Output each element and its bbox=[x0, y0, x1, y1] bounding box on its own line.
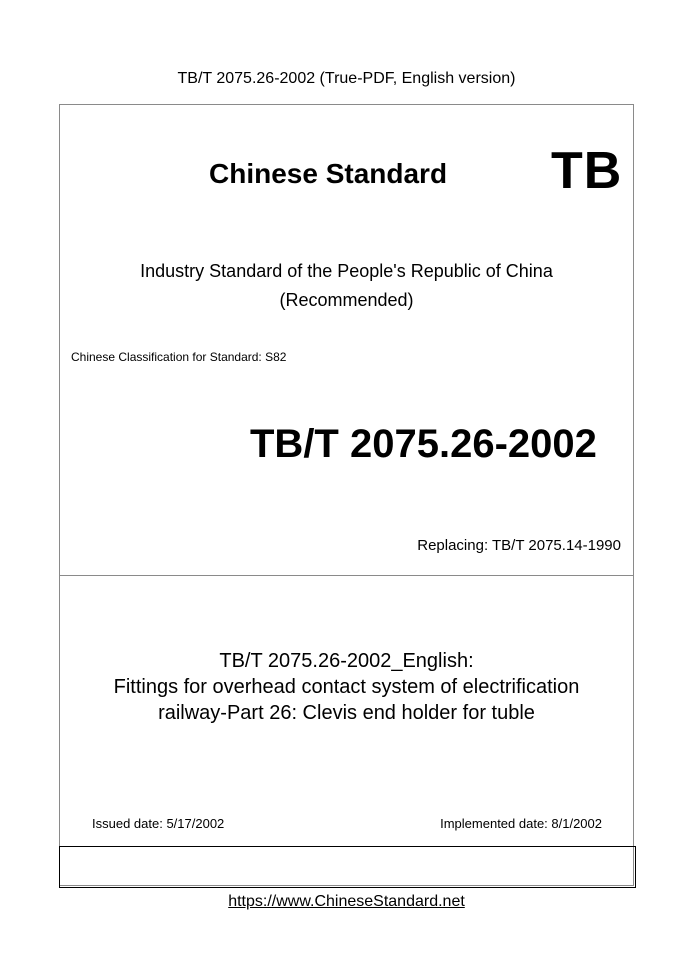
title-line: Fittings for overhead contact system of electrification bbox=[113, 676, 580, 698]
section-divider bbox=[60, 575, 633, 576]
brand-title: Chinese Standard bbox=[209, 158, 448, 189]
website-link[interactable]: https://www.ChineseStandard.net bbox=[228, 893, 465, 910]
brand-code: TB bbox=[551, 142, 623, 200]
cover-frame bbox=[59, 104, 634, 886]
standard-number: TB/T 2075.26-2002 bbox=[250, 422, 597, 466]
issued-date: Issued date: 5/17/2002 bbox=[92, 816, 225, 831]
title-line: TB/T 2075.26-2002_English: bbox=[219, 650, 474, 672]
implemented-date: Implemented date: 8/1/2002 bbox=[440, 816, 602, 831]
classification-label: Chinese Classification for Standard: S82 bbox=[71, 350, 287, 364]
standard-title-block bbox=[59, 648, 634, 726]
title-line: railway-Part 26: Clevis end holder for tuble bbox=[158, 702, 535, 724]
organization-line: Industry Standard of the People's Republic of China bbox=[140, 261, 553, 281]
replacing-label: Replacing: TB/T 2075.14-1990 bbox=[417, 537, 621, 554]
bottom-band bbox=[59, 846, 636, 888]
document-header: TB/T 2075.26-2002 (True-PDF, English version) bbox=[177, 70, 516, 87]
organization-block bbox=[59, 257, 634, 315]
recommended-label: (Recommended) bbox=[279, 290, 414, 310]
